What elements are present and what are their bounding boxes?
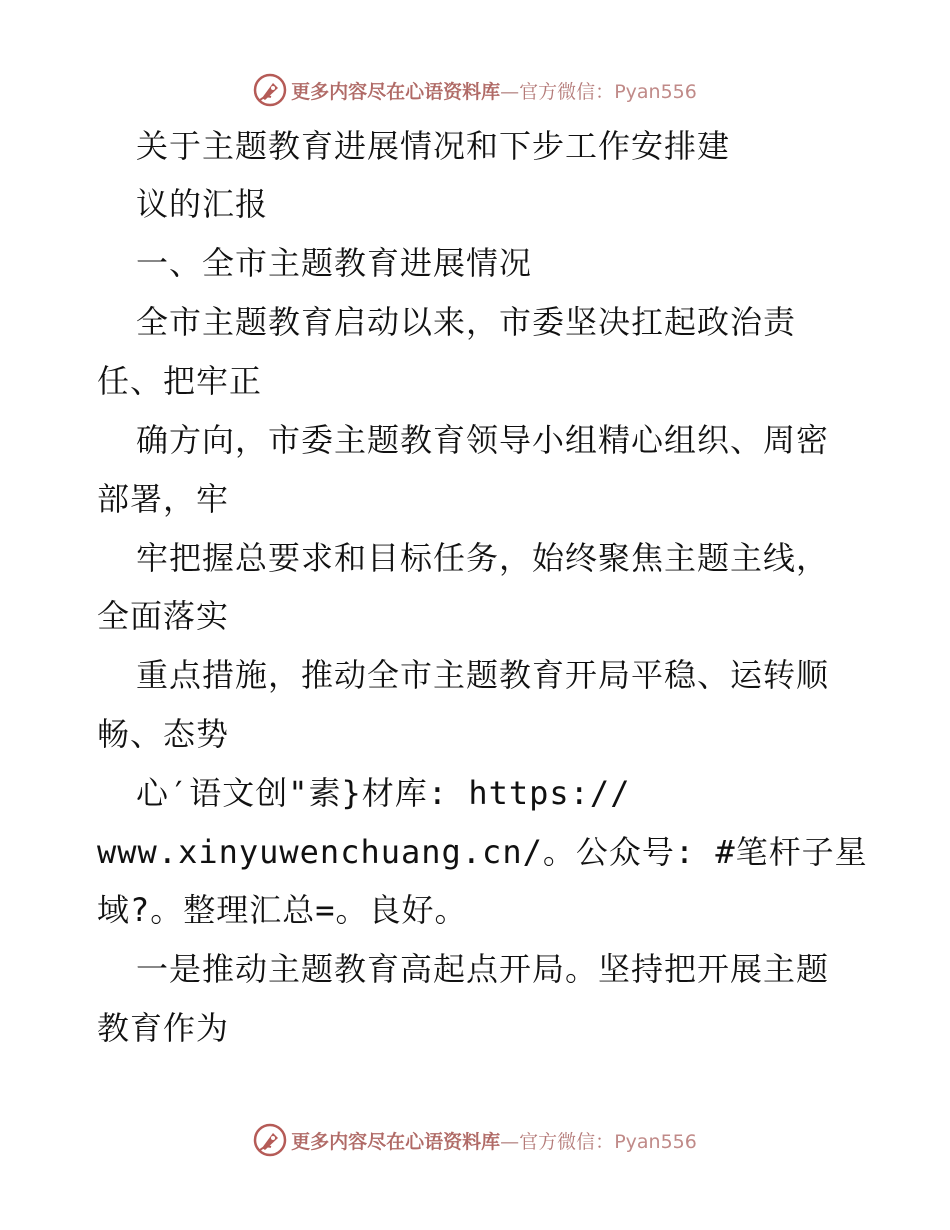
paragraph-line: www.xinyuwenchuang.cn/。公众号: #笔杆子星 — [97, 833, 868, 871]
watermark-brand: 更多内容尽在心语资料库 — [291, 80, 501, 103]
watermark-separator: — — [500, 80, 520, 103]
paragraph-line: 重点措施，推动全市主题教育开局平稳、运转顺 — [136, 656, 830, 694]
watermark-brand: 更多内容尽在心语资料库 — [291, 1130, 501, 1153]
paragraph-line: 牢把握总要求和目标任务，始终聚焦主题主线， — [136, 539, 830, 577]
document-title-line-2: 议的汇报 — [136, 185, 269, 223]
paragraph-line: 域?。整理汇总=。良好。 — [97, 891, 468, 929]
document-title-line-1: 关于主题教育进展情况和下步工作安排建 — [136, 127, 731, 165]
watermark-wechat-id: Pyan556 — [614, 80, 697, 103]
paragraph-line: 全面落实 — [97, 597, 230, 635]
pen-nib-logo-icon — [253, 73, 287, 107]
section-heading: 一、全市主题教育进展情况 — [136, 244, 533, 282]
paragraph-line: 心′语文创"素}材库: https:// — [136, 774, 631, 812]
paragraph-line: 确方向，市委主题教育领导小组精心组织、周密 — [136, 421, 830, 459]
watermark-wechat-id: Pyan556 — [614, 1130, 697, 1153]
paragraph-line: 畅、态势 — [97, 715, 230, 753]
header-watermark — [0, 70, 950, 110]
watermark-wechat-label: 官方微信： — [519, 1130, 615, 1153]
paragraph-line: 一是推动主题教育高起点开局。坚持把开展主题 — [136, 950, 830, 988]
watermark-wechat-label: 官方微信： — [519, 80, 615, 103]
paragraph-line: 任、把牢正 — [97, 362, 263, 400]
paragraph-line: 全市主题教育启动以来，市委坚决扛起政治责 — [136, 303, 797, 341]
paragraph-line: 教育作为 — [97, 1009, 230, 1047]
watermark-separator: — — [500, 1130, 520, 1153]
footer-watermark — [0, 1120, 950, 1160]
pen-nib-logo-icon — [253, 1123, 287, 1157]
paragraph-line: 部署，牢 — [97, 480, 230, 518]
